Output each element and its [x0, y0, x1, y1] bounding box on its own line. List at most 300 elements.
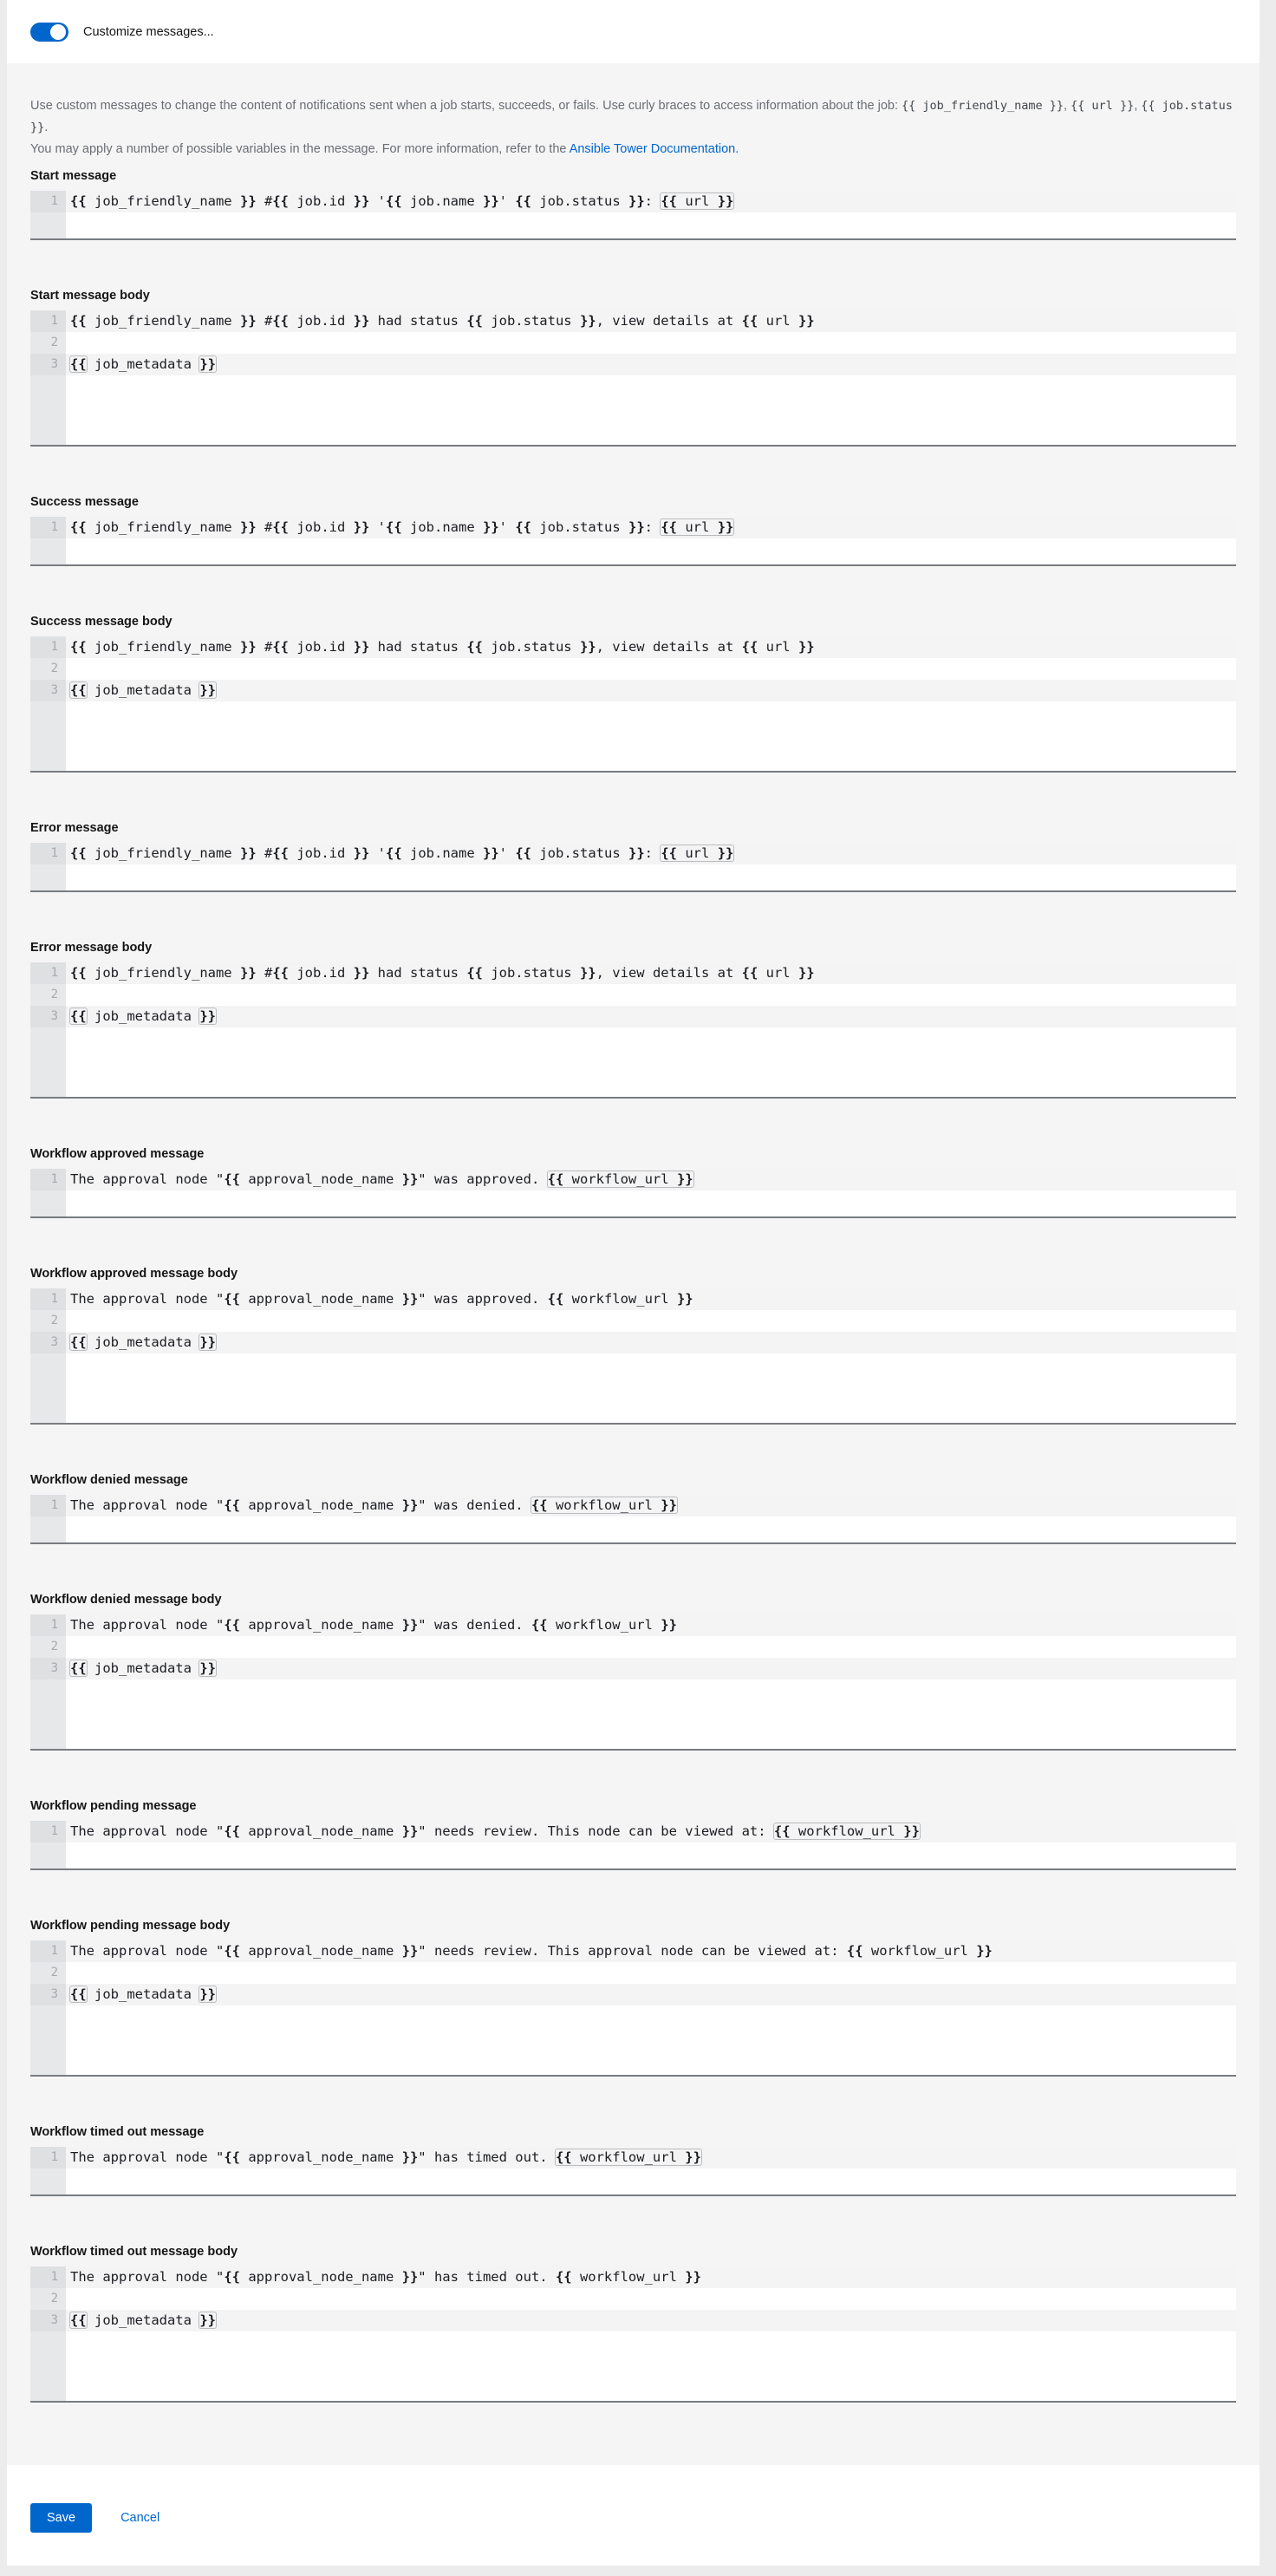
code-token: {{	[224, 1291, 240, 1307]
code-line	[66, 962, 1236, 984]
line-number: 1	[30, 1288, 66, 1310]
code-line	[66, 310, 1236, 332]
code-token: }}	[239, 845, 257, 861]
highlighted-token: }}	[199, 1660, 216, 1676]
field-start-message-body	[30, 289, 1236, 447]
code-token: }}	[798, 639, 815, 655]
code-token: }}	[798, 965, 815, 981]
field-label: Workflow pending message body	[30, 1919, 231, 1933]
code-token: The approval node "	[70, 1943, 225, 1959]
field-label: Error message	[30, 821, 119, 835]
line-number-gutter	[30, 517, 66, 564]
code-token: The approval node "	[70, 2149, 225, 2165]
code-content	[66, 310, 1236, 445]
code-token: approval_node_name	[239, 2149, 402, 2165]
start-message-body-editor[interactable]	[30, 310, 1236, 447]
field-label: Error message body	[30, 941, 153, 955]
field-workflow-pending-message-body	[30, 1919, 1236, 2077]
code-line	[66, 1962, 1236, 1984]
field-label: Workflow denied message	[30, 1473, 188, 1487]
code-token: }}	[661, 1617, 677, 1633]
code-token: job_metadata	[86, 1660, 200, 1676]
code-token: " was denied.	[418, 1617, 531, 1633]
field-label: Success message	[30, 495, 139, 509]
code-token: '	[369, 845, 386, 861]
line-number: 2	[50, 2292, 58, 2305]
code-token: {{	[466, 965, 483, 981]
code-token: , view details at	[596, 965, 742, 981]
code-token: " needs review. This node can be viewed at:	[418, 1823, 774, 1839]
line-number: 1	[30, 962, 66, 984]
code-token: {{	[224, 1943, 240, 1959]
code-token: had status	[369, 639, 467, 655]
workflow-denied-message-body-editor[interactable]	[30, 1614, 1236, 1751]
code-token: '	[498, 519, 516, 535]
code-token: #	[256, 965, 273, 981]
code-token: url	[677, 193, 718, 209]
code-line	[66, 1169, 1236, 1190]
code-line	[66, 1310, 1236, 1332]
code-token: The approval node "	[70, 1617, 225, 1633]
field-start-message	[30, 169, 1236, 240]
code-line	[66, 658, 1236, 680]
line-number: 1	[30, 1940, 66, 1962]
code-token: }}	[579, 639, 596, 655]
code-token: The approval node "	[70, 1823, 225, 1839]
code-token: }}	[628, 519, 645, 535]
line-number-gutter	[30, 843, 66, 890]
line-number-gutter	[30, 1169, 66, 1216]
code-token: {{	[386, 845, 402, 861]
code-content	[66, 1614, 1236, 1749]
code-token: {{	[386, 193, 402, 209]
code-content	[66, 191, 1236, 238]
line-number-gutter	[30, 636, 66, 771]
code-line	[66, 843, 1236, 864]
code-line	[66, 1821, 1236, 1842]
code-token: }}	[483, 845, 499, 861]
toggle-bar	[7, 0, 1260, 63]
code-token: workflow_url	[790, 1823, 904, 1839]
code-token: }}	[579, 965, 596, 981]
code-token: " needs review. This approval node can be viewed at:	[418, 1943, 847, 1959]
fields-container	[30, 169, 1236, 2403]
field-success-message	[30, 495, 1236, 566]
code-line	[66, 1614, 1236, 1636]
code-token: job.status	[482, 965, 580, 981]
highlighted-token: }}	[199, 1334, 216, 1350]
code-token: #	[256, 845, 273, 861]
code-token: approval_node_name	[239, 1943, 402, 1959]
line-number: 2	[50, 988, 58, 1001]
code-token: }}	[661, 1497, 677, 1513]
code-token: }}	[717, 845, 734, 861]
code-token: job.status	[531, 845, 628, 861]
code-line	[66, 332, 1236, 354]
highlighted-token: }}	[199, 682, 216, 698]
field-label: Workflow pending message	[30, 1799, 197, 1813]
highlighted-token: }}	[199, 1008, 216, 1024]
code-token: job.name	[401, 193, 483, 209]
code-token: job_metadata	[86, 2312, 200, 2328]
code-token: #	[256, 639, 273, 655]
customize-messages-form	[7, 0, 1260, 2566]
code-token: job.name	[401, 519, 483, 535]
code-token: {{	[386, 519, 402, 535]
highlighted-token	[556, 2149, 701, 2165]
save-button[interactable]: Save	[30, 2503, 92, 2533]
code-token: job_friendly_name	[86, 965, 240, 981]
code-line	[66, 1495, 1236, 1516]
help-text-segment: Use custom messages to change the content of notifications sent when a job starts, succeeds, or fails. Use curly braces to access information about the job:	[30, 99, 902, 113]
code-token: {{	[70, 313, 87, 329]
code-token: }}	[903, 1823, 920, 1839]
code-token: {{	[555, 2149, 572, 2165]
code-token: {{	[661, 519, 678, 535]
code-token: The approval node "	[70, 1291, 225, 1307]
code-token: {{	[224, 2269, 240, 2285]
code-token: '	[498, 845, 516, 861]
code-token: #	[256, 519, 273, 535]
code-token: job.status	[531, 193, 628, 209]
code-token: }}	[976, 1943, 993, 1959]
code-token: job_metadata	[86, 682, 200, 698]
help-text-segment: ,	[1063, 99, 1071, 113]
code-token: {{	[70, 519, 87, 535]
code-token: job_metadata	[86, 1008, 200, 1024]
code-token: }}	[401, 2269, 419, 2285]
code-token: {{	[70, 639, 87, 655]
highlighted-token: {{	[70, 1334, 87, 1350]
code-token: job.id	[289, 519, 354, 535]
code-token: }}	[401, 1943, 419, 1959]
line-number-gutter	[30, 1821, 66, 1868]
code-content	[66, 843, 1236, 890]
code-content	[66, 1821, 1236, 1868]
code-token: job.id	[289, 193, 354, 209]
line-number: 1	[30, 636, 66, 658]
line-number: 3	[30, 2310, 66, 2331]
field-label: Workflow timed out message	[30, 2125, 205, 2139]
code-token: " was approved.	[418, 1171, 548, 1187]
field-label: Workflow timed out message body	[30, 2245, 238, 2259]
start-message-editor[interactable]	[30, 191, 1236, 240]
code-token: job.status	[531, 519, 628, 535]
field-label: Workflow approved message body	[30, 1267, 238, 1281]
toggle-label: Customize messages...	[83, 24, 214, 39]
code-token: {{	[70, 845, 87, 861]
code-token: }}	[401, 2149, 419, 2165]
code-token: url	[758, 313, 798, 329]
code-content	[66, 517, 1236, 564]
code-token: job_friendly_name	[86, 519, 240, 535]
code-token: {{	[272, 313, 289, 329]
success-message-body-editor[interactable]	[30, 636, 1236, 773]
code-line	[66, 984, 1236, 1006]
code-token: had status	[369, 313, 467, 329]
code-token: " has timed out.	[418, 2269, 556, 2285]
code-token: workflow_url	[571, 2269, 686, 2285]
line-number: 2	[50, 336, 58, 349]
line-number: 1	[30, 1821, 66, 1842]
code-token: {{	[70, 965, 87, 981]
line-number: 3	[30, 680, 66, 701]
code-token: }}	[353, 639, 370, 655]
code-line	[66, 680, 1236, 701]
code-token: workflow_url	[563, 1171, 677, 1187]
highlighted-token: }}	[199, 2312, 216, 2328]
line-number: 2	[50, 1966, 58, 1979]
code-content	[66, 1940, 1236, 2075]
code-token: }}	[717, 519, 734, 535]
code-token: '	[369, 193, 386, 209]
line-number: 1	[30, 2147, 66, 2168]
code-token: }}	[239, 639, 257, 655]
line-number: 1	[30, 310, 66, 332]
highlighted-token: {{	[70, 1986, 87, 2002]
field-workflow-pending-message	[30, 1799, 1236, 1870]
code-token: {{	[773, 1823, 791, 1839]
code-token: {{	[661, 845, 678, 861]
code-token: '	[369, 519, 386, 535]
code-token: }}	[353, 965, 370, 981]
line-number: 3	[30, 1658, 66, 1679]
field-label: Success message body	[30, 615, 173, 629]
code-token: {{	[741, 639, 758, 655]
toggle-knob-icon	[50, 24, 66, 40]
workflow-approved-message-body-editor[interactable]	[30, 1288, 1236, 1425]
highlighted-token: {{	[70, 356, 87, 372]
highlighted-token: {{	[70, 1660, 87, 1676]
code-token: {{	[224, 1171, 240, 1187]
code-content	[66, 1288, 1236, 1423]
highlighted-token	[661, 845, 733, 861]
line-number-gutter	[30, 2147, 66, 2194]
code-token: job.status	[482, 313, 580, 329]
code-token: workflow_url	[563, 1291, 677, 1307]
field-label: Start message body	[30, 289, 150, 303]
code-token: job.name	[401, 845, 483, 861]
code-token: The approval node "	[70, 2269, 225, 2285]
workflow-timed-out-message-body-editor[interactable]	[30, 2266, 1236, 2403]
code-line	[66, 1658, 1236, 1679]
code-token: url	[758, 965, 798, 981]
highlighted-token	[531, 1497, 677, 1513]
field-workflow-timed-out-message-body	[30, 2245, 1236, 2403]
field-label: Workflow denied message body	[30, 1593, 222, 1607]
code-token: {{	[466, 313, 483, 329]
line-number: 1	[30, 517, 66, 538]
code-token: {{	[224, 1497, 240, 1513]
help-text-segment: ,	[1134, 99, 1142, 113]
line-number: 1	[30, 1614, 66, 1636]
line-number: 1	[30, 843, 66, 864]
field-error-message-body	[30, 941, 1236, 1099]
code-content	[66, 1495, 1236, 1542]
code-token: job_friendly_name	[86, 313, 240, 329]
code-line	[66, 2147, 1236, 2168]
field-success-message-body	[30, 615, 1236, 773]
code-token: workflow_url	[547, 1497, 661, 1513]
code-token: }}	[628, 845, 645, 861]
code-token: " was approved.	[418, 1291, 548, 1307]
code-token: {{	[846, 1943, 863, 1959]
code-token: }}	[579, 313, 596, 329]
code-token: job_friendly_name	[86, 639, 240, 655]
code-token: approval_node_name	[239, 1497, 402, 1513]
code-line	[66, 2288, 1236, 2310]
form-actions	[7, 2465, 1260, 2566]
inline-code: {{ job_friendly_name }}	[902, 99, 1064, 113]
code-token: {{	[547, 1171, 564, 1187]
code-token: approval_node_name	[239, 2269, 402, 2285]
line-number: 3	[30, 1332, 66, 1353]
code-token: {{	[515, 193, 532, 209]
code-token: {{	[272, 193, 289, 209]
code-token: url	[758, 639, 798, 655]
code-token: job_friendly_name	[86, 845, 240, 861]
code-token: job.id	[289, 639, 354, 655]
code-token: approval_node_name	[239, 1171, 402, 1187]
code-token: }}	[401, 1497, 419, 1513]
messages-content	[7, 63, 1260, 2465]
line-number: 3	[30, 1984, 66, 2005]
code-line	[66, 191, 1236, 212]
code-token: {{	[741, 313, 758, 329]
line-number: 2	[50, 662, 58, 675]
workflow-denied-message-editor[interactable]	[30, 1495, 1236, 1544]
code-token: }}	[239, 519, 257, 535]
code-token: The approval node "	[70, 1497, 225, 1513]
code-token: The approval node "	[70, 1171, 225, 1187]
code-token: {{	[272, 965, 289, 981]
code-line	[66, 517, 1236, 538]
code-token: }}	[353, 193, 370, 209]
workflow-approved-message-editor[interactable]	[30, 1169, 1236, 1218]
code-token: , view details at	[596, 313, 742, 329]
field-workflow-denied-message-body	[30, 1593, 1236, 1751]
workflow-pending-message-body-editor[interactable]	[30, 1940, 1236, 2077]
cancel-button[interactable]: Cancel	[120, 2511, 160, 2525]
line-number: 1	[30, 191, 66, 212]
highlighted-token: {{	[70, 1008, 87, 1024]
code-token: {{	[661, 193, 678, 209]
highlighted-token: }}	[199, 356, 216, 372]
code-content	[66, 636, 1236, 771]
code-token: }}	[676, 1171, 693, 1187]
code-token: job.id	[289, 845, 354, 861]
code-token: }}	[353, 313, 370, 329]
code-token: approval_node_name	[239, 1823, 402, 1839]
code-token: }}	[401, 1291, 419, 1307]
code-token: }}	[676, 1291, 693, 1307]
workflow-pending-message-editor[interactable]	[30, 1821, 1236, 1870]
customize-messages-toggle[interactable]	[30, 23, 68, 42]
code-content	[66, 1169, 1236, 1216]
code-token: {{	[515, 519, 532, 535]
code-token: had status	[369, 965, 467, 981]
code-token: job_metadata	[86, 1334, 200, 1350]
code-line	[66, 2310, 1236, 2331]
code-content	[66, 2147, 1236, 2194]
workflow-timed-out-message-editor[interactable]	[30, 2147, 1236, 2196]
code-line	[66, 1006, 1236, 1027]
code-token: {{	[547, 1291, 564, 1307]
code-token: }}	[239, 313, 257, 329]
code-token: :	[644, 193, 661, 209]
line-number: 1	[30, 2266, 66, 2288]
line-number: 2	[50, 1640, 58, 1653]
code-line	[66, 354, 1236, 375]
code-token: }}	[401, 1617, 419, 1633]
code-token: :	[644, 845, 661, 861]
code-token: }}	[628, 193, 645, 209]
code-token: {{	[224, 1617, 240, 1633]
field-label: Workflow approved message	[30, 1147, 205, 1161]
code-token: " has timed out.	[418, 2149, 556, 2165]
code-token: {{	[224, 2149, 240, 2165]
code-token: {{	[272, 519, 289, 535]
code-line	[66, 636, 1236, 658]
code-token: {{	[272, 845, 289, 861]
code-line	[66, 2266, 1236, 2288]
code-token: }}	[353, 845, 370, 861]
code-token: {{	[555, 2269, 572, 2285]
code-token: }}	[717, 193, 734, 209]
code-token: }}	[239, 193, 257, 209]
code-token: }}	[239, 965, 257, 981]
line-number-gutter	[30, 1614, 66, 1749]
code-token: }}	[798, 313, 815, 329]
code-token: {{	[224, 1823, 240, 1839]
code-token: {{	[531, 1497, 548, 1513]
code-token: #	[256, 193, 273, 209]
code-line	[66, 1984, 1236, 2005]
ansible-tower-documentation-link[interactable]: Ansible Tower Documentation.	[569, 142, 739, 156]
error-message-editor[interactable]	[30, 843, 1236, 892]
code-token: workflow_url	[863, 1943, 977, 1959]
error-message-body-editor[interactable]	[30, 962, 1236, 1099]
success-message-editor[interactable]	[30, 517, 1236, 566]
highlighted-token: {{	[70, 682, 87, 698]
code-content	[66, 962, 1236, 1097]
highlighted-token	[661, 193, 733, 209]
code-token: job.status	[482, 639, 580, 655]
line-number: 3	[30, 1006, 66, 1027]
field-workflow-denied-message	[30, 1473, 1236, 1544]
code-token: , view details at	[596, 639, 742, 655]
line-number: 1	[30, 1495, 66, 1516]
code-token: }}	[685, 2269, 701, 2285]
code-token: {{	[466, 639, 483, 655]
highlighted-token	[548, 1171, 693, 1187]
code-token: }}	[685, 2149, 701, 2165]
line-number-gutter	[30, 1940, 66, 2075]
code-token: approval_node_name	[239, 1291, 402, 1307]
code-token: workflow_url	[547, 1617, 661, 1633]
line-number-gutter	[30, 1495, 66, 1542]
code-token: job_metadata	[86, 1986, 200, 2002]
highlighted-token: {{	[70, 2312, 87, 2328]
field-error-message	[30, 821, 1236, 892]
code-token: {{	[70, 193, 87, 209]
code-line	[66, 1636, 1236, 1658]
line-number: 1	[30, 1169, 66, 1190]
line-number: 3	[30, 354, 66, 375]
code-token: }}	[401, 1823, 419, 1839]
code-token: workflow_url	[571, 2149, 686, 2165]
help-text	[30, 95, 1236, 160]
